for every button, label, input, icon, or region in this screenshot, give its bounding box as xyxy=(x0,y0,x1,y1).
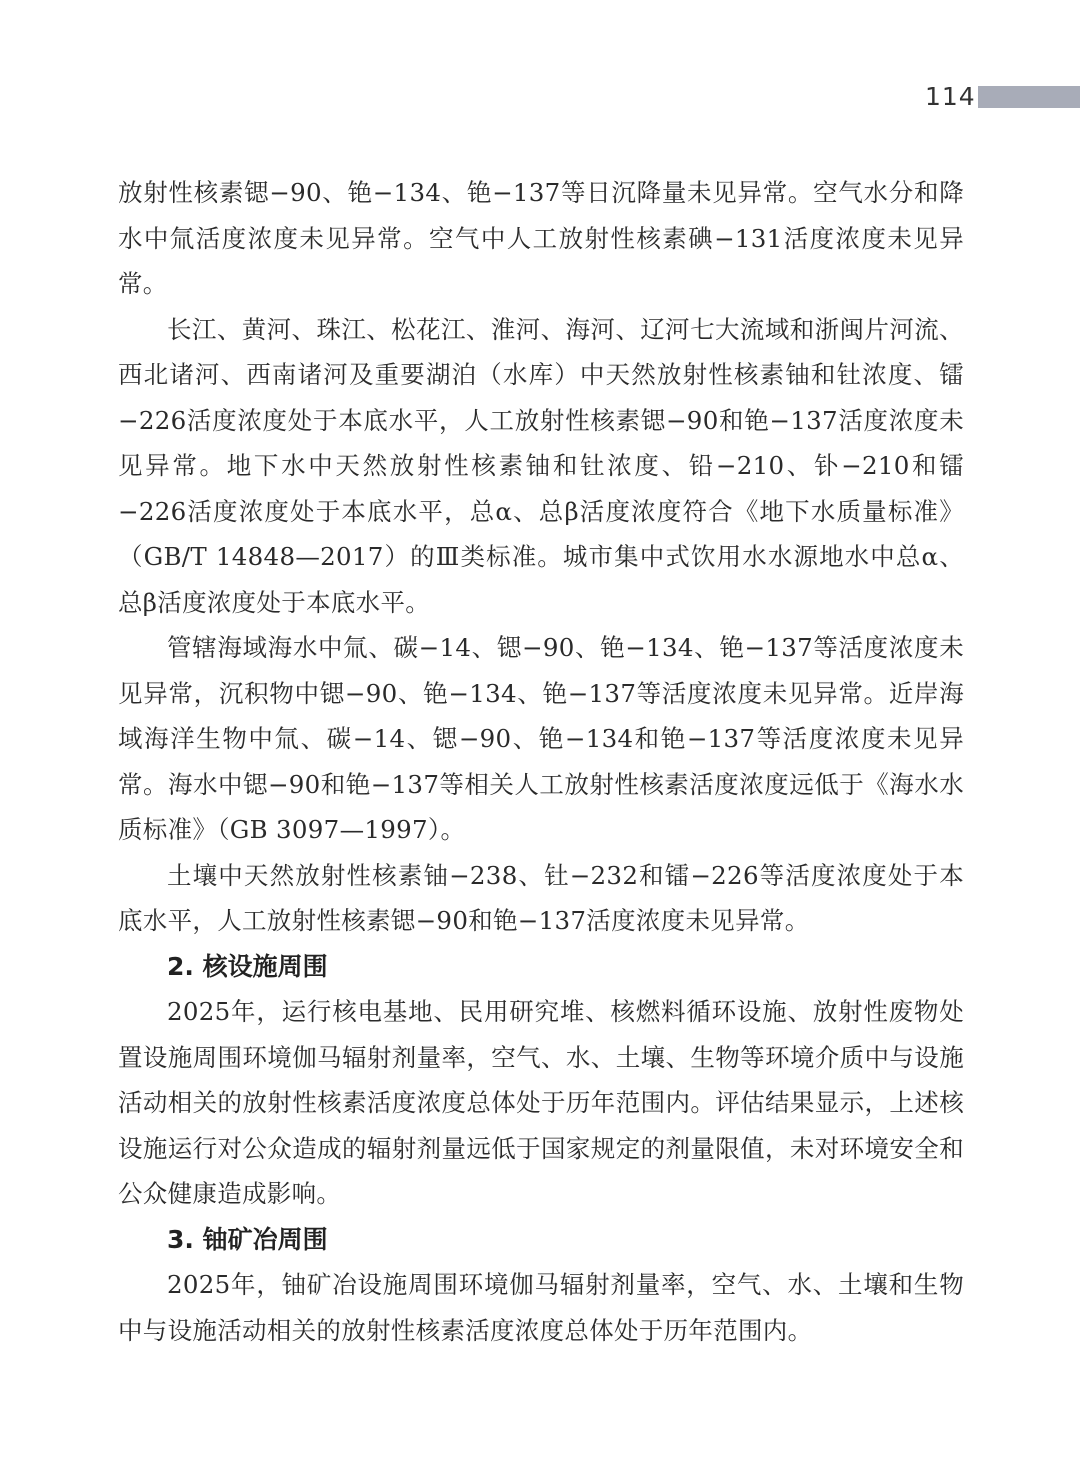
paragraph-water: 长江、黄河、珠江、松花江、淮河、海河、辽河七大流域和浙闽片河流、西北诸河、西南诸河及重要湖泊（水库）中天然放射性核素铀和钍浓度、镭−226活度浓度处于本底水平，人工放射性核素锶−90和铯−137活度浓度未见异常。地下水中天然放射性核素铀和钍浓度、铅−210、钋−210和镭−226活度浓度处于本底水平，总α、总β活度浓度符合《地下水质量标准》（GB/T 14848—2017）的Ⅲ类标准。城市集中式饮用水水源地水中总α、总β活度浓度处于本底水平。 xyxy=(118,314,964,617)
paragraph-uranium-mining: 2025年，铀矿冶设施周围环境伽马辐射剂量率，空气、水、土壤和生物中与设施活动相关的放射性核素活度浓度总体处于历年范围内。 xyxy=(118,1270,964,1345)
section-heading-uranium-mining: 3. 铀矿冶周围 xyxy=(167,1224,328,1254)
paragraph-nuclear-facilities: 2025年，运行核电基地、民用研究堆、核燃料循环设施、放射性废物处置设施周围环境伽马辐射剂量率，空气、水、土壤、生物等环境介质中与设施活动相关的放射性核素活度浓度总体处于历年范围内。评估结果显示，上述核设施运行对公众造成的辐射剂量远低于国家规定的剂量限值，未对环境安全和公众健康造成影响。 xyxy=(118,997,964,1208)
paragraph-sea: 管辖海域海水中氚、碳−14、锶−90、铯−134、铯−137等活度浓度未见异常，沉积物中锶−90、铯−134、铯−137等活度浓度未见异常。近岸海域海洋生物中氚、碳−14、锶−90、铯−134和铯−137等活度浓度未见异常。海水中锶−90和铯−137等相关人工放射性核素活度浓度远低于《海水水质标准》（GB 3097—1997）。 xyxy=(118,633,964,844)
paragraph-atmosphere-continued: 放射性核素锶−90、铯−134、铯−137等日沉降量未见异常。空气水分和降水中氚活度浓度未见异常。空气中人工放射性核素碘−131活度浓度未见异常。 xyxy=(118,178,964,298)
page-number: 114 xyxy=(925,82,976,111)
page-tab-marker xyxy=(978,86,1080,108)
section-heading-nuclear-facilities: 2. 核设施周围 xyxy=(167,951,328,981)
page-body xyxy=(118,170,964,1353)
paragraph-soil: 土壤中天然放射性核素铀−238、钍−232和镭−226等活度浓度处于本底水平，人工放射性核素锶−90和铯−137活度浓度未见异常。 xyxy=(118,860,964,935)
